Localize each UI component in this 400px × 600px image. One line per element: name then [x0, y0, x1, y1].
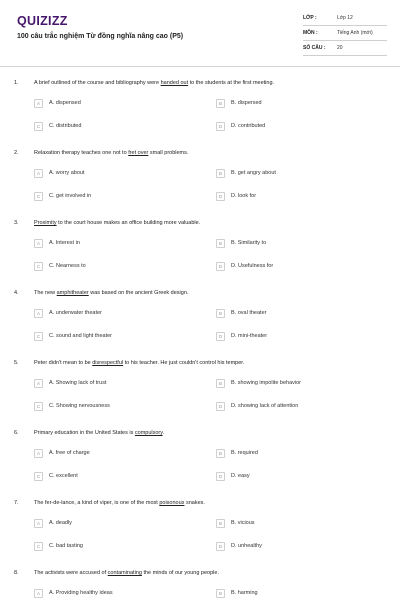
answer-option-c[interactable] [34, 261, 86, 271]
answer-option-a[interactable] [34, 518, 72, 528]
question-number: 3. [14, 220, 19, 226]
question-text-pre: Primary education in the United States is [34, 430, 135, 436]
answer-letter-box[interactable]: A [34, 589, 43, 598]
answer-option-d[interactable] [216, 261, 273, 271]
answer-option-c[interactable] [34, 541, 83, 551]
meta-row-count [303, 41, 387, 56]
answer-letter-box[interactable]: C [34, 332, 43, 341]
answer-option-d[interactable] [216, 121, 265, 131]
question-text-pre: The activists were accused of [34, 570, 108, 576]
question-number: 7. [14, 500, 19, 506]
answer-letter-box[interactable]: A [34, 379, 43, 388]
answer-option-b[interactable] [216, 448, 258, 458]
question-item [0, 146, 400, 216]
answer-text: A. dispensed [49, 100, 81, 106]
answer-letter-box[interactable]: C [34, 122, 43, 131]
answer-letter-box[interactable]: A [34, 239, 43, 248]
answer-letter-box[interactable]: D [216, 332, 225, 341]
answer-text: B. required [231, 450, 258, 456]
answer-text: D. contributed [231, 123, 266, 129]
question-item [0, 496, 400, 566]
answer-letter-box[interactable]: B [216, 519, 225, 528]
answer-option-b[interactable] [216, 378, 301, 388]
answer-letter-box[interactable]: C [34, 542, 43, 551]
meta-value: Lớp 12 [337, 15, 353, 21]
question-text-post: . [162, 430, 165, 436]
answer-text: D. unhealthy [231, 543, 262, 549]
answer-option-d[interactable] [216, 541, 262, 551]
answer-letter-box[interactable]: B [216, 449, 225, 458]
answer-text: A. worry about [49, 170, 85, 176]
question-item [0, 426, 400, 496]
answer-letter-box[interactable]: A [34, 169, 43, 178]
answer-letter-box[interactable]: A [34, 99, 43, 108]
question-text [34, 570, 219, 576]
answer-text: C. bad tasting [49, 543, 83, 549]
answer-option-a[interactable] [34, 238, 80, 248]
answer-option-c[interactable] [34, 401, 110, 411]
answer-option-b[interactable] [216, 238, 266, 248]
answer-letter-box[interactable]: B [216, 379, 225, 388]
answer-option-a[interactable] [34, 168, 84, 178]
question-text-pre: Peter didn't mean to be [34, 360, 93, 366]
answer-text: A. Interest in [49, 240, 80, 246]
question-keyword: amphitheater [56, 290, 89, 296]
question-text [34, 430, 164, 436]
answer-text: C. distributed [49, 123, 82, 129]
question-text-pre: Relaxation therapy teaches one not to [34, 150, 129, 156]
question-number: 4. [14, 290, 19, 296]
question-text [34, 150, 188, 156]
question-number: 2. [14, 150, 19, 156]
question-text-pre: A brief outlined of the course and bibliography were [34, 80, 161, 86]
answer-letter-box[interactable]: A [34, 449, 43, 458]
worksheet-title: 100 câu trắc nghiệm Từ đồng nghĩa nâng cao (P5) [17, 33, 184, 40]
answer-option-a[interactable] [34, 98, 81, 108]
answer-text: B. dispersed [231, 100, 262, 106]
question-item [0, 356, 400, 426]
answer-text: A. Showing lack of trust [49, 380, 107, 386]
answer-letter-box[interactable]: B [216, 99, 225, 108]
answer-text: B. showing impolite behavior [231, 380, 302, 386]
answer-letter-box[interactable]: C [34, 402, 43, 411]
answer-option-d[interactable] [216, 331, 267, 341]
answer-text: B. harming [231, 590, 258, 596]
question-keyword: contaminating [107, 570, 142, 576]
answer-text: D. look for [231, 193, 257, 199]
answer-text: D. easy [231, 473, 250, 479]
answer-text: C. excellent [49, 473, 78, 479]
question-text-post: to the court house makes an office building more valuable. [56, 220, 201, 226]
answer-text: D. Usefulness for [231, 263, 274, 269]
question-keyword: compulsory [134, 430, 163, 436]
answer-option-d[interactable] [216, 471, 250, 481]
answer-letter-box[interactable]: A [34, 309, 43, 318]
answer-option-d[interactable] [216, 191, 256, 201]
meta-value: Tiếng Anh (mới) [337, 30, 373, 36]
question-keyword: fret over [128, 150, 149, 156]
question-text-pre: The new [34, 290, 57, 296]
worksheet-header [0, 0, 400, 76]
answer-letter-box[interactable]: C [34, 262, 43, 271]
question-text [34, 290, 188, 296]
answer-text: A. underwater theater [49, 310, 102, 316]
answer-option-c[interactable] [34, 121, 81, 131]
answer-option-a[interactable] [34, 378, 106, 388]
answer-letter-box[interactable]: D [216, 472, 225, 481]
answer-text: A. free of charge [49, 450, 90, 456]
question-number: 8. [14, 570, 19, 576]
answer-letter-box[interactable]: D [216, 402, 225, 411]
question-text-post: was based on the ancient Greek design. [88, 290, 189, 296]
answer-option-a[interactable] [34, 308, 102, 318]
answer-option-c[interactable] [34, 331, 112, 341]
answer-letter-box[interactable]: C [34, 192, 43, 201]
answer-text: C. sound and light theater [49, 333, 112, 339]
answer-option-a[interactable] [34, 448, 90, 458]
answer-letter-box[interactable]: D [216, 192, 225, 201]
answer-text: B. Similarity to [231, 240, 267, 246]
question-number: 1. [14, 80, 19, 86]
answer-option-b[interactable] [216, 518, 255, 528]
worksheet-meta [303, 11, 387, 56]
answer-option-b[interactable] [216, 588, 258, 598]
question-text [34, 220, 200, 226]
answer-letter-box[interactable]: C [34, 472, 43, 481]
question-item [0, 76, 400, 146]
answer-option-c[interactable] [34, 471, 78, 481]
question-item [0, 216, 400, 286]
answer-text: D. mini-theater [231, 333, 268, 339]
question-keyword: disrespectful [92, 360, 124, 366]
meta-row-class [303, 11, 387, 26]
meta-label: LỚP : [303, 15, 317, 21]
question-item [0, 286, 400, 356]
answer-text: A. Providing healthy ideas [49, 590, 113, 596]
answer-option-c[interactable] [34, 191, 91, 201]
question-item [0, 566, 400, 600]
meta-value: 20 [337, 45, 343, 51]
answer-option-b[interactable] [216, 168, 276, 178]
answer-text: D. showing lack of attention [231, 403, 299, 409]
answer-text: B. vicious [231, 520, 255, 526]
answer-option-b[interactable] [216, 308, 266, 318]
answer-letter-box[interactable]: B [216, 589, 225, 598]
question-text-post: small problems. [148, 150, 189, 156]
question-keyword: poisonous [159, 500, 185, 506]
question-text [34, 500, 205, 506]
answer-text: B. oval theater [231, 310, 267, 316]
answer-text: C. Showing nervousness [49, 403, 110, 409]
question-number: 6. [14, 430, 19, 436]
meta-label: MÔN : [303, 30, 318, 36]
answer-option-a[interactable] [34, 588, 113, 598]
question-list [0, 76, 400, 600]
header-divider [0, 66, 400, 67]
answer-option-d[interactable] [216, 401, 298, 411]
question-text [34, 80, 274, 86]
answer-letter-box[interactable]: D [216, 542, 225, 551]
question-text-pre: The fer-de-lance, a kind of viper, is one of the most [34, 500, 160, 506]
answer-option-b[interactable] [216, 98, 262, 108]
question-text-post: to the students at the first meeting. [188, 80, 275, 86]
answer-letter-box[interactable]: B [216, 309, 225, 318]
answer-letter-box[interactable]: B [216, 169, 225, 178]
answer-letter-box[interactable]: D [216, 122, 225, 131]
question-keyword: Proximity [34, 220, 57, 226]
answer-text: C. Nearness to [49, 263, 86, 269]
question-text-post: snakes. [184, 500, 205, 506]
answer-text: C. get involved in [49, 193, 92, 199]
question-keyword: handed out [160, 80, 189, 86]
question-text [34, 360, 244, 366]
answer-letter-box[interactable]: A [34, 519, 43, 528]
question-text-post: to his teacher. He just couldn't control his temper. [123, 360, 245, 366]
meta-row-subject [303, 26, 387, 41]
question-number: 5. [14, 360, 19, 366]
question-text-post: the minds of our young people. [141, 570, 219, 576]
quizizz-logo: QUIZIZZ [17, 14, 68, 28]
answer-text: A. deadly [49, 520, 72, 526]
meta-label: SỐ CÂU : [303, 45, 326, 51]
answer-text: B. get angry about [231, 170, 276, 176]
answer-letter-box[interactable]: B [216, 239, 225, 248]
answer-letter-box[interactable]: D [216, 262, 225, 271]
